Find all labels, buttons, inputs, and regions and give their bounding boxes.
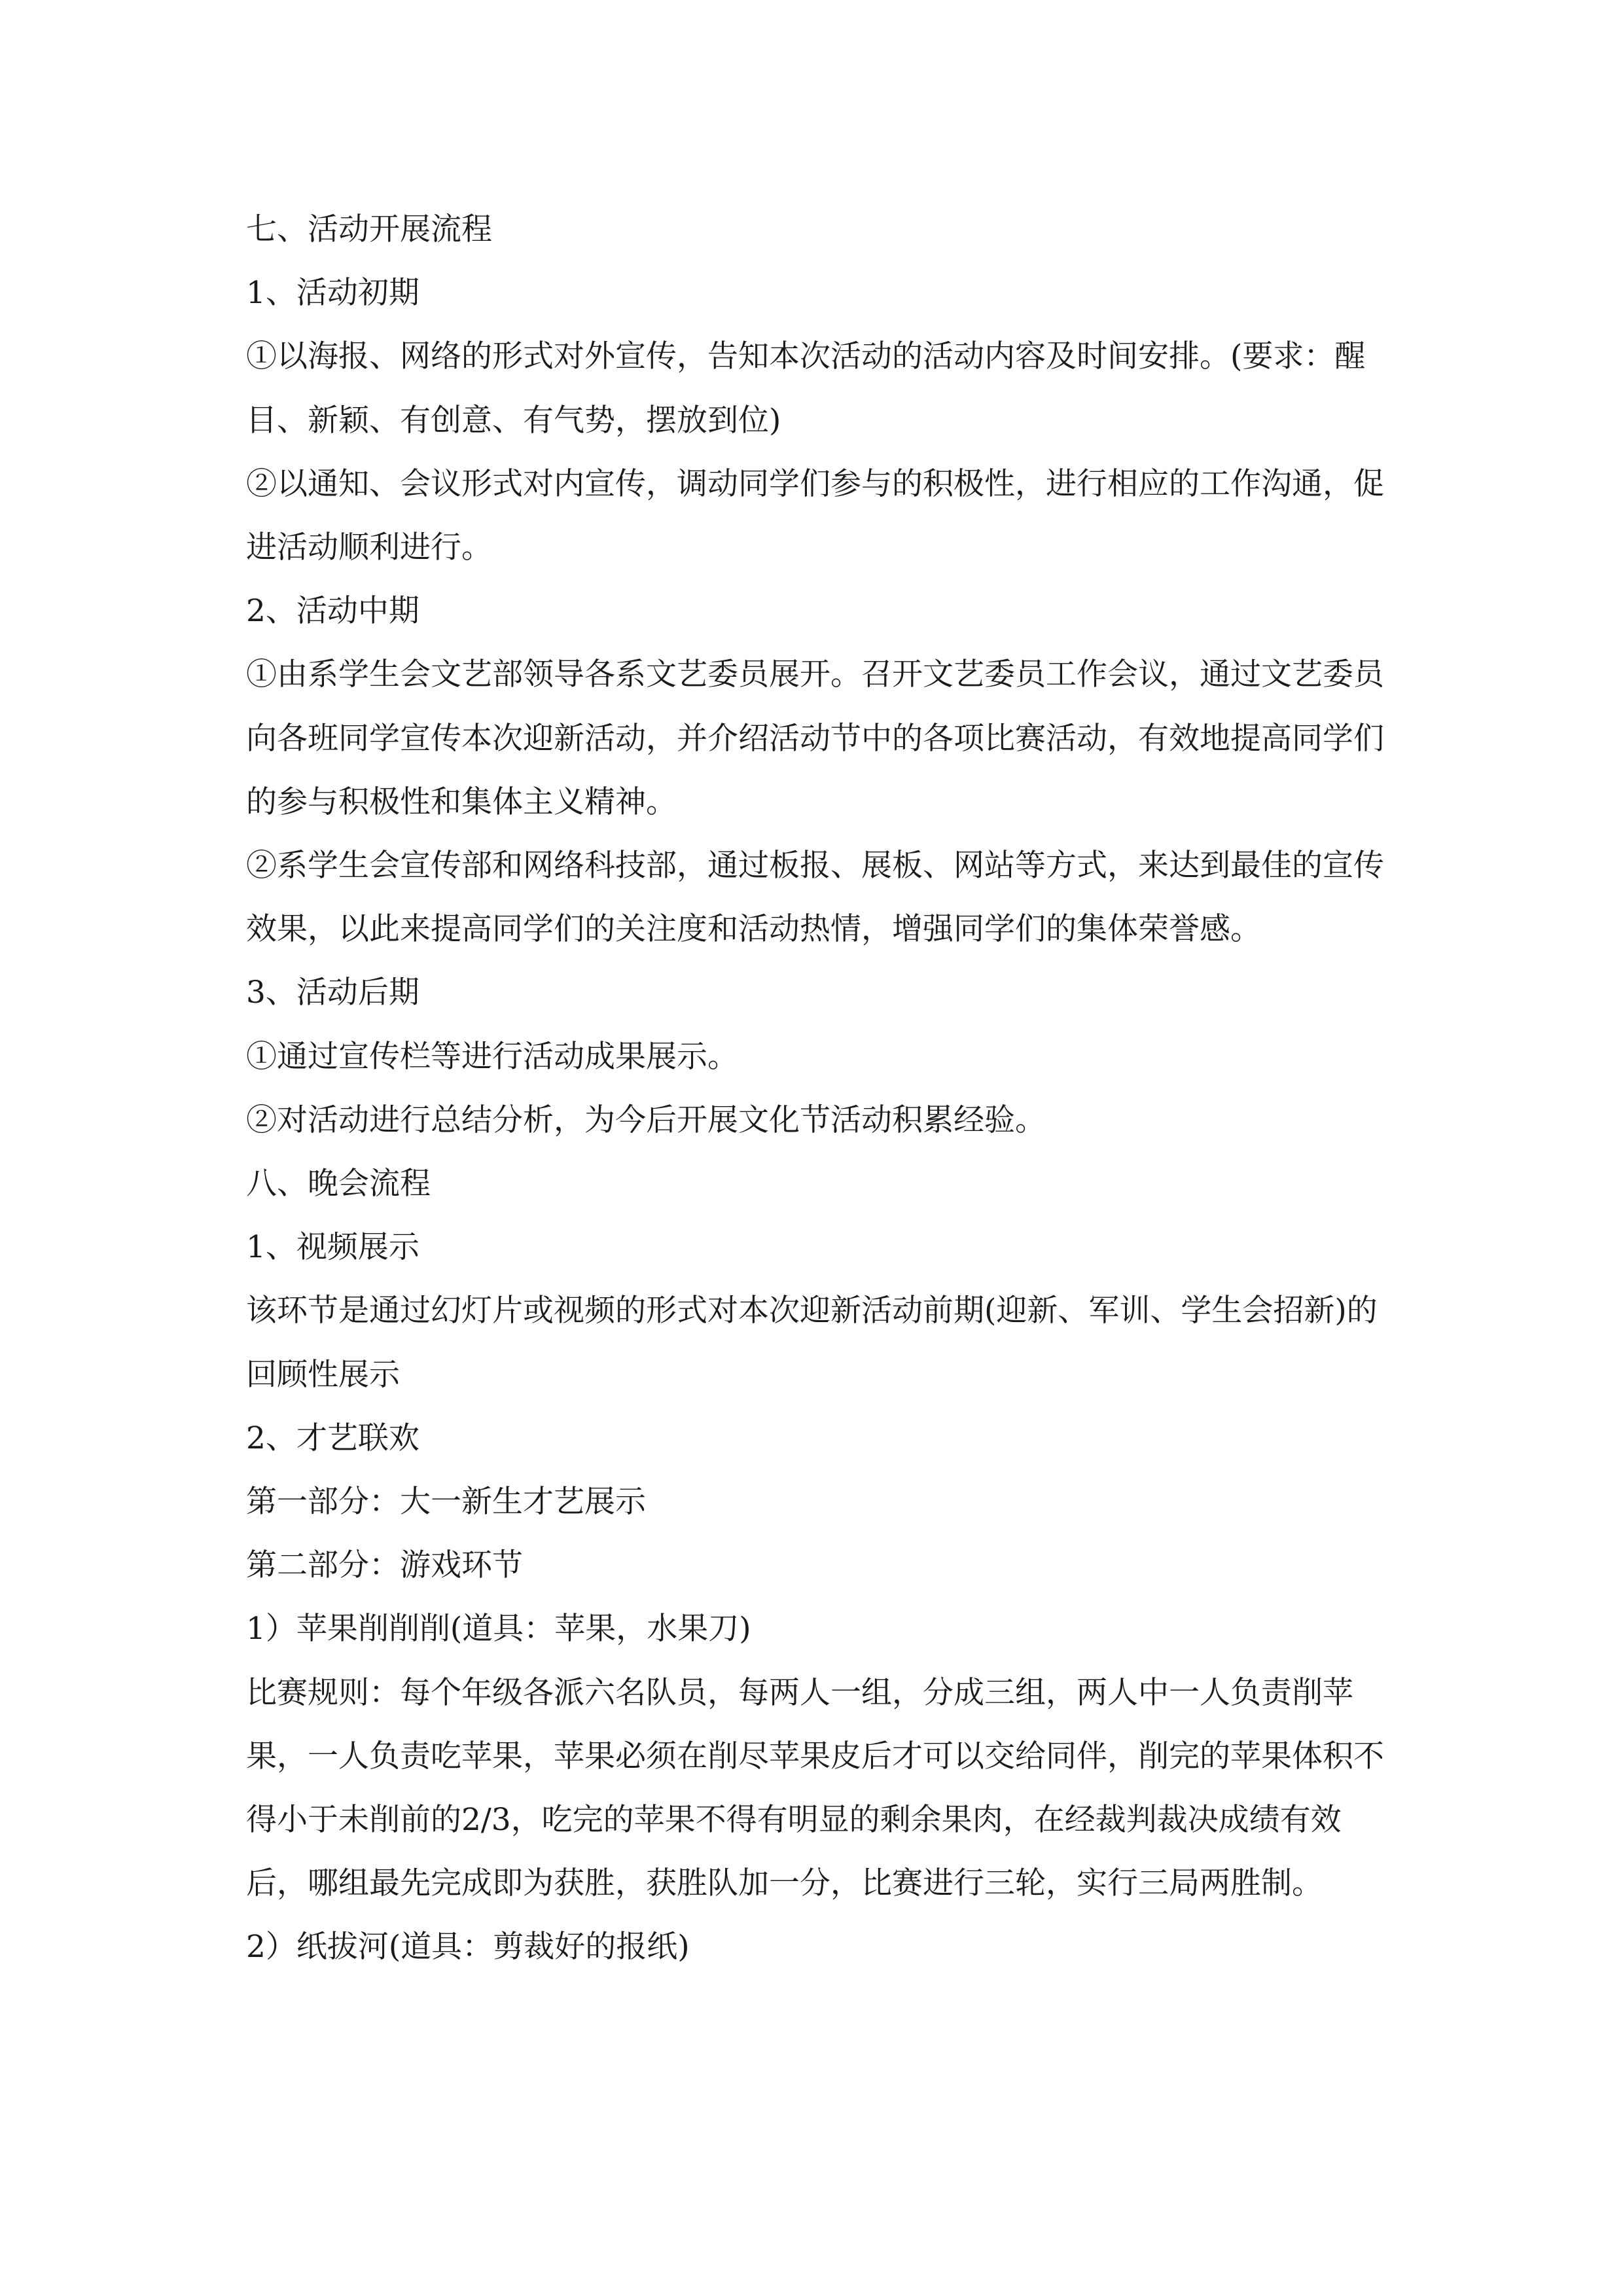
part-title-talent: 2、才艺联欢 <box>246 1420 419 1456</box>
phase-title-early: 1、活动初期 <box>246 275 419 312</box>
paragraph-early-item-1: ①以海报、网络的形式对外宣传，告知本次活动的活动内容及时间安排。(要求：醒目、新颖、有创意、有气势，摆放到位) <box>246 338 1366 439</box>
game-title-paper-tug: 2）纸拔河(道具：剪裁好的报纸) <box>246 1929 690 1965</box>
section-heading-party-process: 八、晚会流程 <box>246 1166 431 1202</box>
part-title-video: 1、视频展示 <box>246 1229 419 1266</box>
phase-title-middle: 2、活动中期 <box>246 593 419 630</box>
paragraph-apple-rules: 比赛规则：每个年级各派六名队员，每两人一组，分成三组，两人中一人负责削苹果，一人负责吃苹果，苹果必须在削尽苹果皮后才可以交给同伴，削完的苹果体积不得小于未削前的2/3，吃完的苹果不得有明显的剩余果肉，在经裁判裁决成绩有效后，哪组最先完成即为获胜，获胜队加一分，比赛进行三轮，实行三局两胜制。 <box>246 1674 1384 1902</box>
paragraph-middle-item-1: ①由系学生会文艺部领导各系文艺委员展开。召开文艺委员工作会议，通过文艺委员向各班同学宣传本次迎新活动，并介绍活动节中的各项比赛活动，有效地提高同学们的参与积极性和集体主义精神。 <box>246 656 1384 820</box>
subpart-talent-show: 第一部分：大一新生才艺展示 <box>246 1484 646 1520</box>
paragraph-late-item-2: ②对活动进行总结分析，为今后开展文化节活动积累经验。 <box>246 1102 1046 1138</box>
subpart-games: 第二部分：游戏环节 <box>246 1547 523 1584</box>
game-title-apple: 1）苹果削削削(道具：苹果，水果刀) <box>246 1611 751 1647</box>
phase-title-late: 3、活动后期 <box>246 975 419 1011</box>
paragraph-video-desc: 该环节是通过幻灯片或视频的形式对本次迎新活动前期(迎新、军训、学生会招新)的回顾性展示 <box>246 1293 1378 1393</box>
document-body <box>246 198 1386 1979</box>
paragraph-early-item-2: ②以通知、会议形式对内宣传，调动同学们参与的积极性，进行相应的工作沟通，促进活动顺利进行。 <box>246 465 1384 566</box>
section-heading-activity-process: 七、活动开展流程 <box>246 211 492 247</box>
paragraph-late-item-1: ①通过宣传栏等进行活动成果展示。 <box>246 1038 738 1075</box>
paragraph-middle-item-2: ②系学生会宣传部和网络科技部，通过板报、展板、网站等方式，来达到最佳的宣传效果，以此来提高同学们的关注度和活动热情，增强同学们的集体荣誉感。 <box>246 848 1384 948</box>
